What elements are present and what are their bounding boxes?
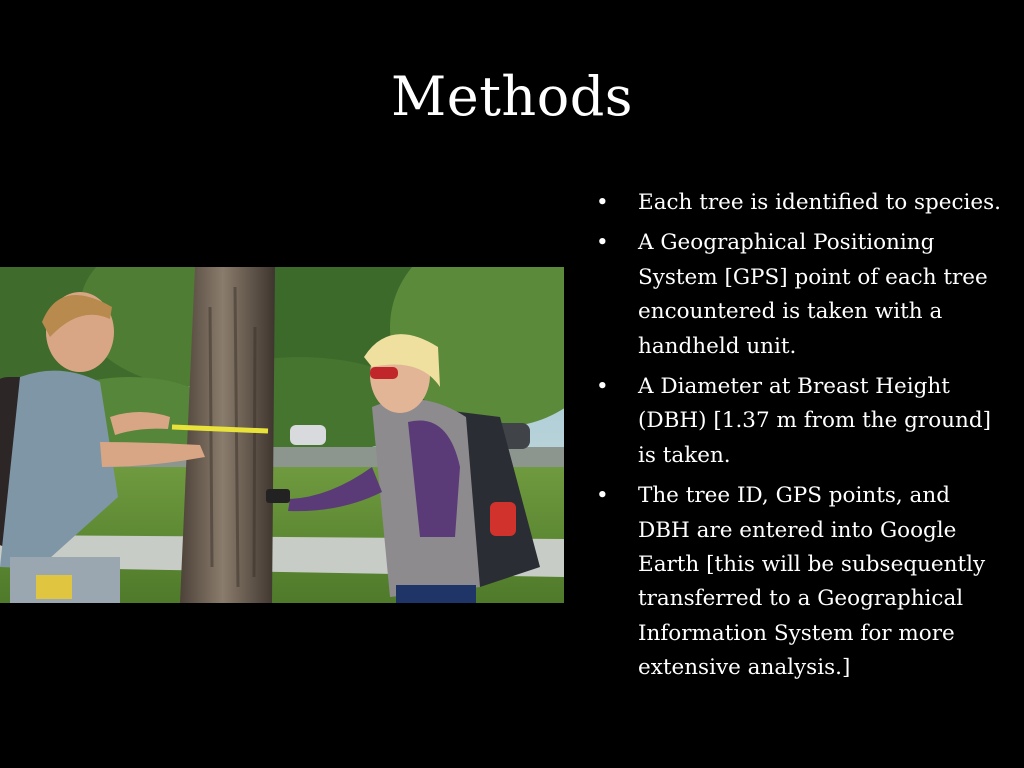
bullet-item	[596, 370, 1006, 473]
bullet-marker: •	[596, 230, 609, 256]
bullet-item	[596, 479, 1006, 685]
bullet-marker: •	[596, 374, 609, 400]
bullet-text: Each tree is identified to species.	[638, 190, 1002, 215]
bullet-marker: •	[596, 190, 609, 215]
bullet-text: The tree ID, GPS points, and DBH are entered into Google Earth [this will be subsequently transferred to a Geographical Information System for more extensive analysis.]	[638, 483, 986, 681]
photo-illustration	[0, 267, 564, 603]
bullet-text: A Diameter at Breast Height (DBH) [1.37 m from the ground] is taken.	[638, 374, 991, 468]
bullet-item	[596, 186, 1006, 220]
bullet-marker: •	[596, 483, 609, 509]
bullet-text: A Geographical Positioning System [GPS] point of each tree encountered is taken with a handheld unit.	[638, 230, 988, 359]
bullet-item	[596, 226, 1006, 364]
bullet-list	[596, 186, 1006, 692]
tree-measurement-photo	[0, 267, 564, 603]
slide-title: Methods	[390, 65, 634, 128]
